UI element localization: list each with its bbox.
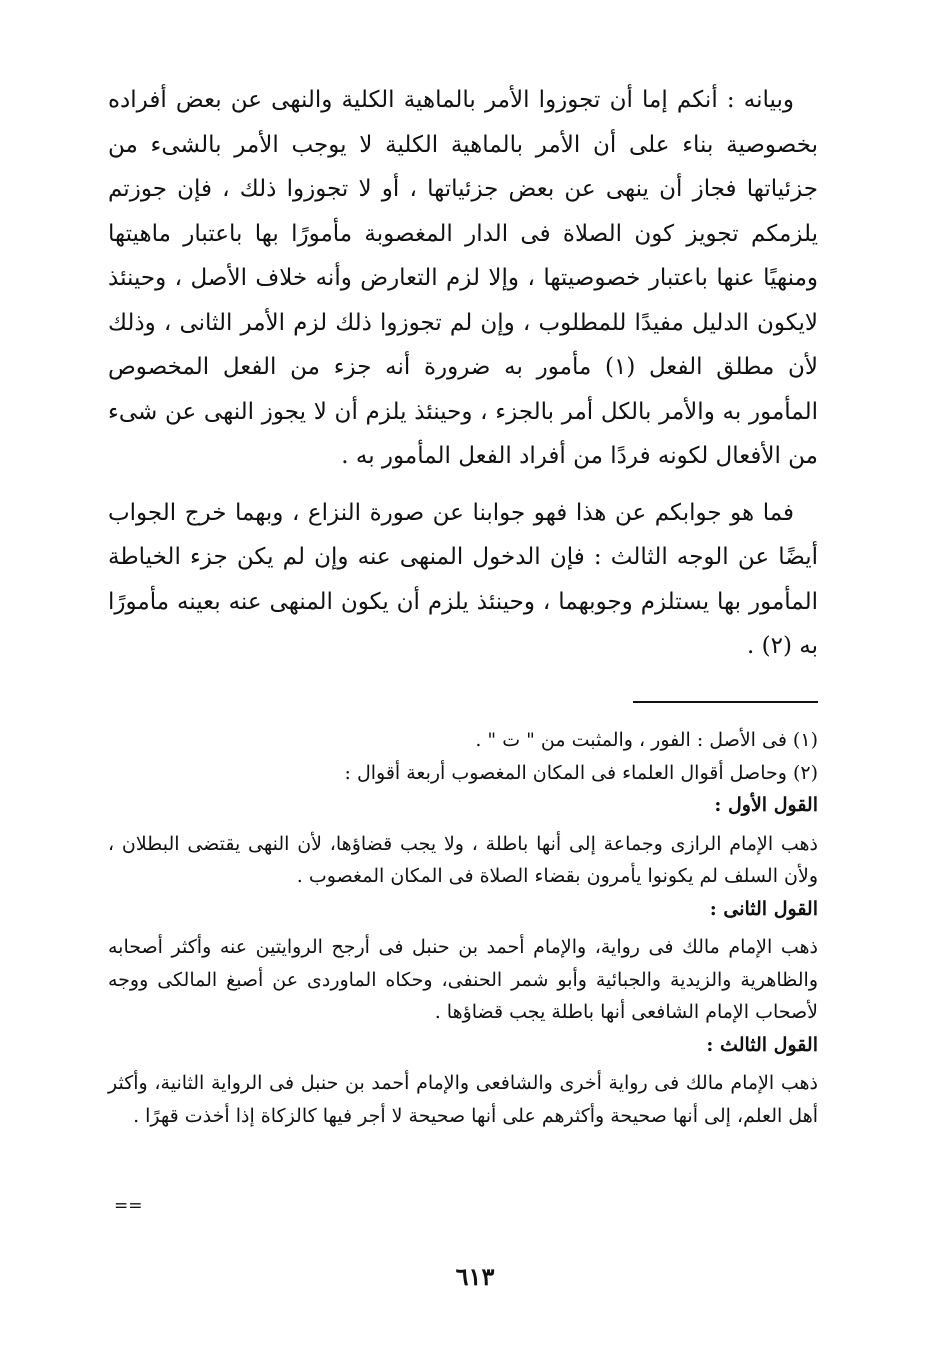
page-number: ٦١٣ (455, 1262, 495, 1291)
footnote-separator (633, 701, 818, 703)
paragraph-1: وبيانه : أنكم إما أن تجوزوا الأمر بالماهية الكلية والنهى عن بعض أفراده بخصوصية بناء على أن الأمر بالماهية الكلية لا يوجب الأمر بالشىء من جزئياتها فجاز أن ينهى عن بعض جزئياتها ، أو لا تجوزوا ذلك ، فإن جوزتم يلزمكم تجويز كون الصلاة فى الدار المغصوبة مأمورًا بها باعتبار ماهيتها ومنهيًا عنها باعتبار خصوصيتها ، وإلا لزم التعارض وأنه خلاف الأصل ، وحينئذ لايكون الدليل مفيدًا للمطلوب ، وإن لم تجوزوا ذلك لزم الأمر الثانى ، وذلك لأن مطلق الفعل (١) مأمور به ضرورة أنه جزء من الفعل المخصوص المأمور به والأمر بالكل أمر بالجزء ، وحينئذ يلزم أن لا يجوز النهى عن شىء من الأفعال لكونه فردًا من أفراد الفعل المأمور به . (108, 87, 818, 469)
continuation-mark: == (114, 1196, 143, 1216)
second-opinion-heading: القول الثانى : (709, 897, 818, 920)
third-opinion-text: ذهب الإمام مالك فى رواية أخرى والشافعى والإمام أحمد بن حنبل فى الرواية الثانية، وأكثر أهل العلم، إلى أنها صحيحة وأكثرهم على أنها صحيحة لا أجر فيها كالزكاة إذا أخذت قهرًا . (108, 1072, 818, 1127)
first-opinion-heading: القول الأول : (714, 794, 818, 816)
paragraph-2: فما هو جوابكم عن هذا فهو جوابنا عن صورة النزاع ، وبهما خرج الجواب أيضًا عن الوجه الثالث : فإن الدخول المنهى عنه وإن لم يكن جزء الخياطة المأمور بها يستلزم وجوبهما ، وحينئذ يلزم أن يكون المنهى عنه بعينه مأمورًا به (٢) . (108, 499, 818, 659)
first-opinion-text: ذهب الإمام الرازى وجماعة إلى أنها باطلة ، ولا يجب قضاؤها، لأن النهى يقتضى البطلان ، ولأن السلف لم يكونوا يأمرون بقضاء الصلاة فى المكان المغصوب . (108, 832, 818, 887)
third-opinion-heading: القول الثالث : (706, 1033, 818, 1056)
second-opinion-text: ذهب الإمام مالك فى رواية، والإمام أحمد بن حنبل فى أرجح الروايتين عنه وأكثر أصحابه والظاهرية والزيدية والجبائية وأبو شمر الحنفى، وحكاه الماوردى عن أصبغ المالكى ووجه لأصحاب الإمام الشافعى أنها باطلة يجب قضاؤها . (108, 936, 818, 1023)
footnotes (108, 724, 818, 1132)
footnote-1: (١) فى الأصل : الفور ، والمثبت من " ت " . (475, 729, 818, 751)
main-text (108, 78, 818, 669)
footnote-2-intro: (٢) وحاصل أقوال العلماء فى المكان المغصوب أربعة أقوال : (344, 761, 818, 784)
